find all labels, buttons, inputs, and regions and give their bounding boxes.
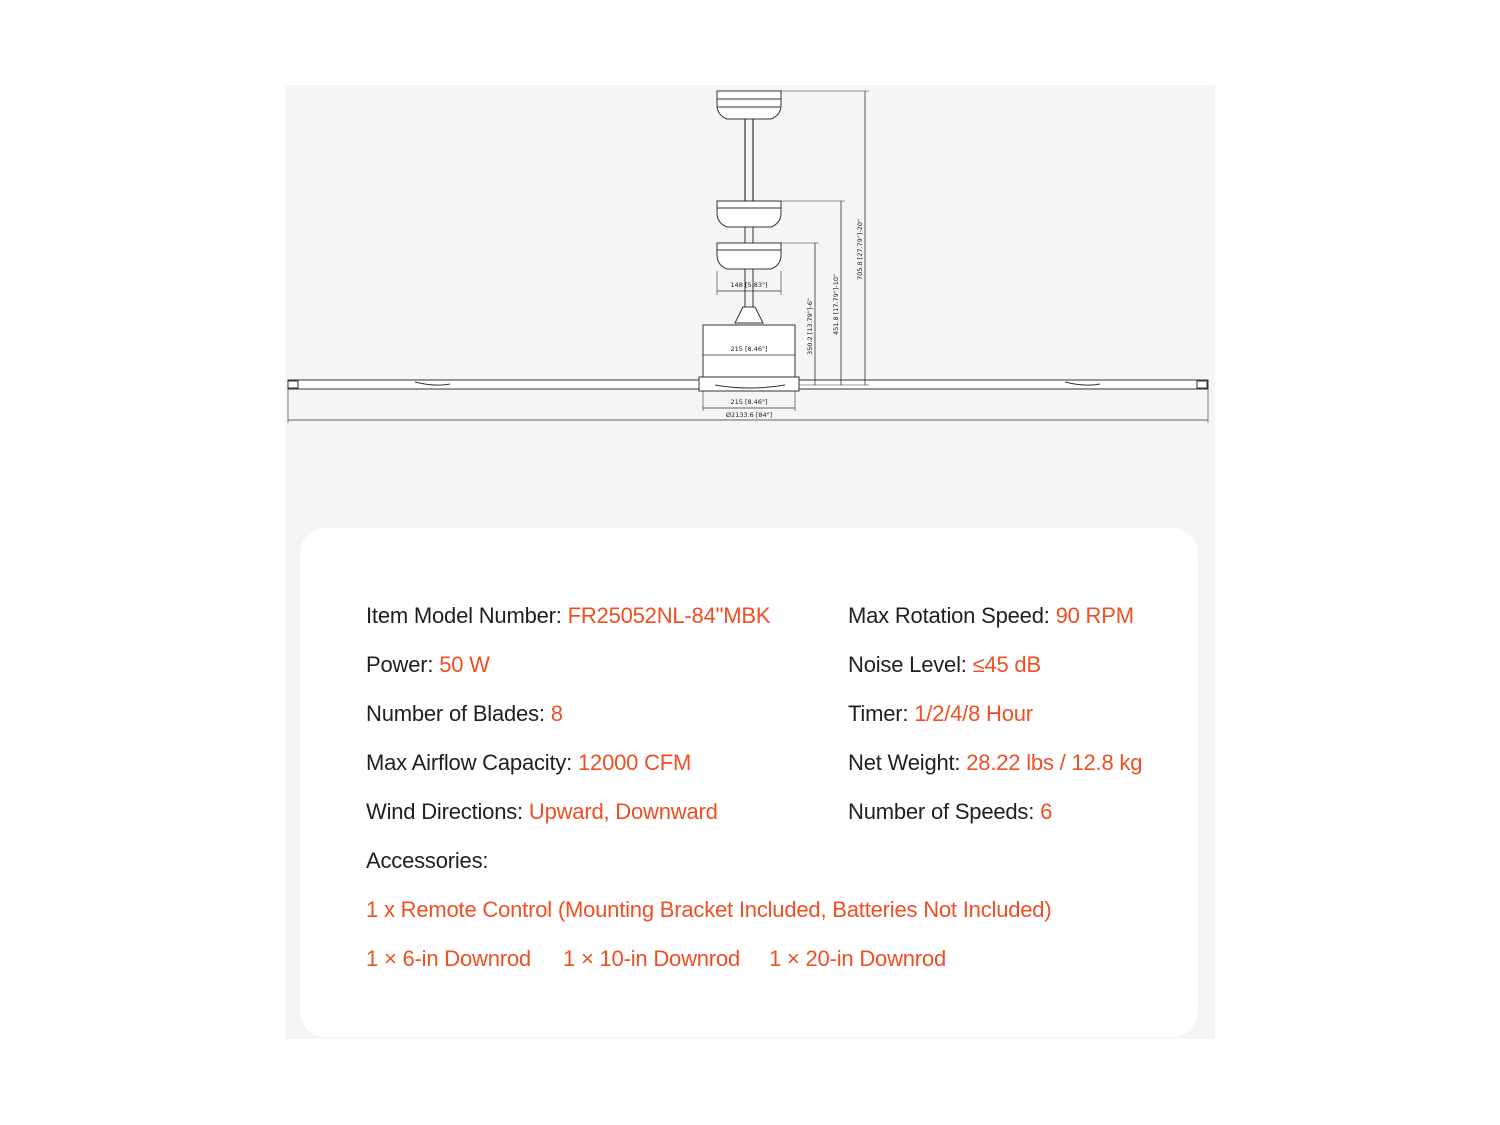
spec-net-weight bbox=[848, 750, 1142, 776]
spec-value: 90 RPM bbox=[1055, 603, 1134, 628]
spec-label: Power: bbox=[366, 652, 440, 677]
spec-label: Wind Directions: bbox=[366, 799, 529, 824]
spec-label: Noise Level: bbox=[848, 652, 973, 677]
accessories-heading: Accessories: bbox=[366, 848, 489, 873]
dim-height-6: 350.2 [13.79"]-6" bbox=[806, 298, 814, 355]
dim-housing-width: 215 [8.46"] bbox=[730, 345, 768, 353]
spec-blades bbox=[366, 701, 563, 727]
dim-motor-width: 148 [5.83"] bbox=[730, 281, 768, 289]
spec-value: Upward, Downward bbox=[528, 799, 718, 824]
spec-label: Timer: bbox=[848, 701, 915, 726]
spec-label: Item Model Number: bbox=[366, 603, 568, 628]
lower-canopy bbox=[717, 243, 781, 269]
dim-hub-width: 215 [8.46"] bbox=[730, 398, 768, 406]
top-canopy bbox=[717, 91, 781, 119]
spec-airflow bbox=[366, 750, 691, 776]
spec-value: FR25052NL-84"MBK bbox=[567, 603, 771, 628]
spec-timer bbox=[848, 701, 1033, 727]
dim-span: Ø2133.6 [84"] bbox=[725, 411, 773, 419]
spec-label: Max Rotation Speed: bbox=[848, 603, 1056, 628]
spec-label: Net Weight: bbox=[848, 750, 967, 775]
spec-rotation-speed bbox=[848, 603, 1134, 629]
spec-card bbox=[300, 528, 1198, 1037]
spec-value: 12000 CFM bbox=[578, 750, 692, 775]
fan-dimension-drawing bbox=[285, 85, 1215, 465]
middle-canopy bbox=[717, 201, 781, 227]
spec-value: 6 bbox=[1040, 799, 1053, 824]
spec-value: 1/2/4/8 Hour bbox=[914, 701, 1033, 726]
spec-label: Number of Blades: bbox=[366, 701, 551, 726]
spec-model-number bbox=[366, 603, 770, 629]
accessory-remote-control: 1 x Remote Control (Mounting Bracket Included, Batteries Not Included) bbox=[366, 897, 1052, 922]
dim-height-20: 705.8 [27.79"]-20" bbox=[856, 219, 864, 280]
product-panel bbox=[285, 85, 1215, 1039]
dim-height-10: 451.8 [17.79"]-10" bbox=[832, 274, 840, 335]
spec-wind-directions bbox=[366, 799, 718, 825]
spec-power bbox=[366, 652, 490, 678]
spec-value: 50 W bbox=[439, 652, 490, 677]
accessory-downrod-10in: 1 × 10-in Downrod bbox=[563, 946, 740, 971]
blade-right bbox=[798, 380, 1208, 389]
spec-speeds bbox=[848, 799, 1052, 825]
spec-noise-level bbox=[848, 652, 1041, 678]
spec-value: 8 bbox=[550, 701, 563, 726]
spec-label: Max Airflow Capacity: bbox=[366, 750, 579, 775]
spec-value: ≤45 dB bbox=[972, 652, 1041, 677]
blade-left bbox=[288, 380, 700, 389]
accessory-downrod-6in: 1 × 6-in Downrod bbox=[366, 946, 531, 971]
spec-value: 28.22 lbs / 12.8 kg bbox=[966, 750, 1143, 775]
spec-label: Number of Speeds: bbox=[848, 799, 1041, 824]
accessory-downrod-20in: 1 × 20-in Downrod bbox=[769, 946, 946, 971]
